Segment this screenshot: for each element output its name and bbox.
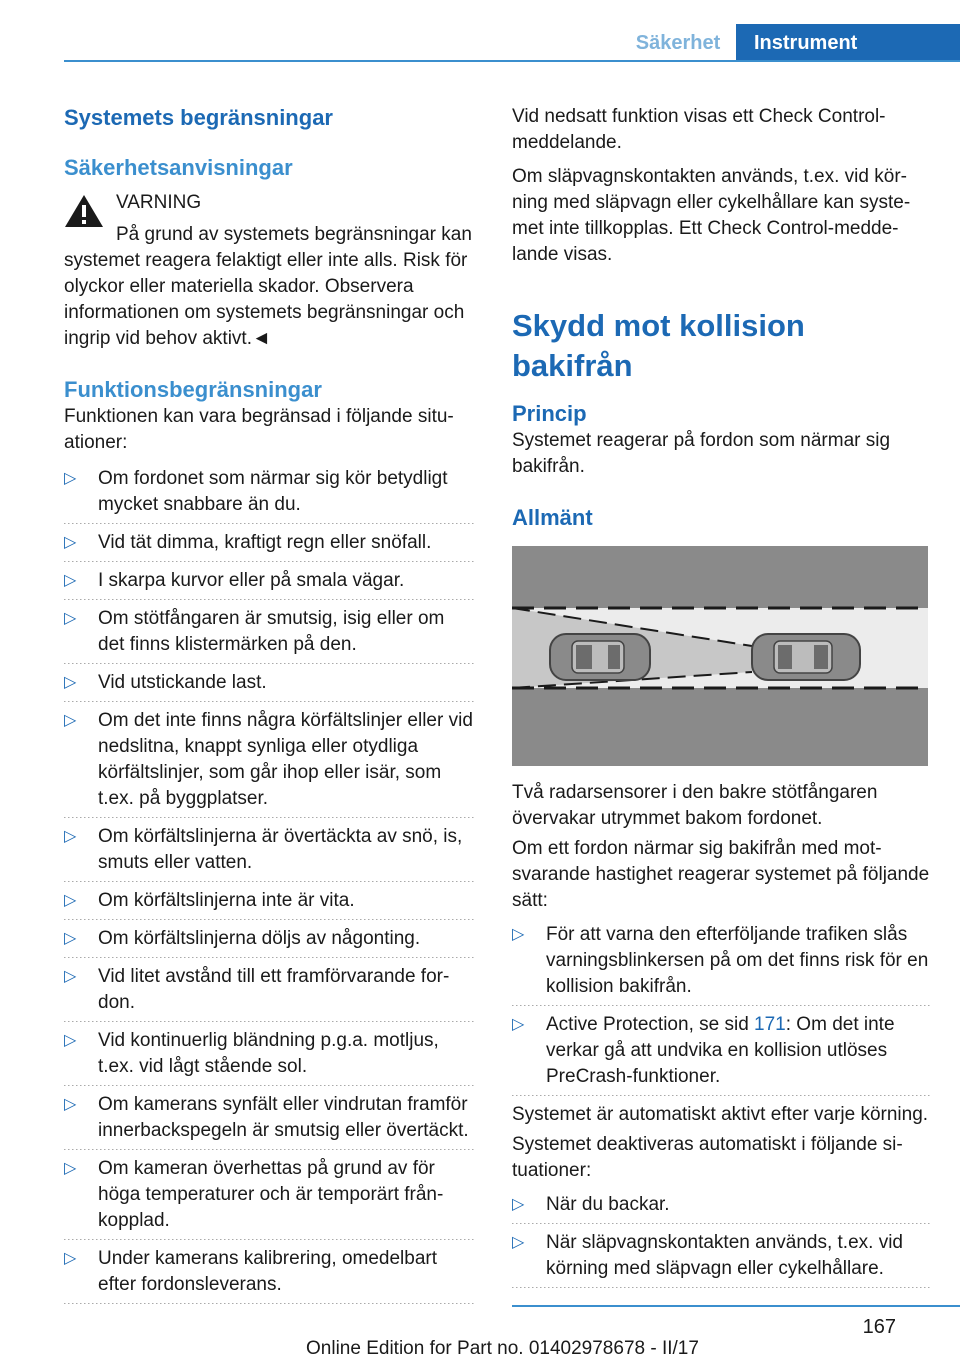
subsection-heading: Funktionsbegränsningar	[64, 377, 322, 402]
paragraph: Vid nedsatt funktion visas ett Check Control-meddelande.	[512, 106, 886, 153]
list-item-text: Active Protection, se sid	[546, 1014, 755, 1035]
triangle-bullet-icon: ▷	[64, 828, 77, 845]
triangle-bullet-icon: ▷	[64, 534, 77, 551]
list-item-text: Vid litet avstånd till ett framförvarande fordon.	[98, 966, 450, 1013]
page-number: 167	[862, 1316, 896, 1338]
limitations-list	[64, 466, 474, 1298]
list-item-text: Vid tät dimma, kraftigt regn eller snöfall.	[98, 532, 432, 553]
list-item-text: Vid kontinuerlig bländning p.g.a. motljus, t.ex. vid lågt stående sol.	[98, 1030, 439, 1077]
list-item-text: Vid utstickande last.	[98, 672, 267, 693]
triangle-bullet-icon: ▷	[512, 1196, 525, 1213]
triangle-bullet-icon: ▷	[64, 572, 77, 589]
reaction-list	[512, 922, 932, 1090]
subsection-heading: Säkerhetsanvisningar	[64, 155, 293, 180]
list-item	[64, 568, 474, 594]
list-item-text: Om det inte finns några körfältslinjer eller vid nedslitna, knappt synliga eller otydliga körfältslinjer, som går ihop eller isär, som t.ex. på byggplatser.	[98, 710, 473, 809]
triangle-bullet-icon: ▷	[64, 610, 77, 627]
triangle-bullet-icon: ▷	[64, 892, 77, 909]
subsection-heading: Allmänt	[512, 505, 593, 530]
triangle-bullet-icon: ▷	[64, 1250, 77, 1267]
list-item	[64, 1246, 474, 1298]
paragraph: Om ett fordon närmar sig bakifrån med motsvarande hastighet reagerar systemet på följande sätt:	[512, 838, 930, 911]
list-item	[64, 1028, 474, 1080]
paragraph: Två radarsensorer i den bakre stötfångaren övervakar utrymmet bakom fordonet.	[512, 782, 878, 829]
chapter-heading: Skydd mot kollision bakifrån	[512, 308, 805, 383]
list-item	[64, 466, 474, 518]
list-item-text: Om kamerans synfält eller vindrutan framför innerbackspegeln är smutsig eller övertäckt.	[98, 1094, 469, 1141]
list-item	[64, 670, 474, 696]
triangle-bullet-icon: ▷	[512, 1016, 525, 1033]
list-item	[64, 888, 474, 914]
page-link[interactable]: 171	[754, 1014, 786, 1035]
list-item-text: När du backar.	[546, 1194, 670, 1215]
triangle-bullet-icon: ▷	[512, 1234, 525, 1251]
list-item	[64, 824, 474, 876]
paragraph: Om släpvagnskontakten används, t.ex. vid körning med släpvagn eller cykelhållare kan systemet inte tillkopplas. Ett Check Control-meddelande visas.	[512, 166, 911, 265]
list-item	[64, 530, 474, 556]
list-item	[512, 1192, 932, 1218]
list-item-text: Om körfältslinjerna är övertäckta av snö, is, smuts eller vatten.	[98, 826, 463, 873]
list-item	[64, 708, 474, 812]
list-item-text: I skarpa kurvor eller på smala vägar.	[98, 570, 405, 591]
triangle-bullet-icon: ▷	[64, 968, 77, 985]
header-rule	[64, 60, 960, 62]
warning-triangle-icon	[64, 194, 104, 228]
triangle-bullet-icon: ▷	[64, 674, 77, 691]
tab-sakerhet[interactable]: Säkerhet	[635, 32, 721, 54]
triangle-bullet-icon: ▷	[64, 930, 77, 947]
warning-block	[64, 190, 474, 216]
triangle-bullet-icon: ▷	[64, 1160, 77, 1177]
edition-note: Online Edition for Part no. 01402978678 - II/17	[306, 1338, 699, 1359]
rear-collision-illustration	[512, 546, 928, 766]
road-illustration	[512, 546, 928, 766]
deactivation-list	[512, 1192, 932, 1282]
list-item-text: Om körfältslinjerna döljs av någonting.	[98, 928, 421, 949]
triangle-bullet-icon: ▷	[64, 1096, 77, 1113]
warning-text: På grund av systemets begränsningar kan systemet reagera felaktigt eller inte alls. Risk för olyckor eller materiella skador. Observera informationen om systemets begränsningar och ingrip vid behov aktivt.◄	[64, 224, 472, 349]
list-item	[64, 606, 474, 658]
list-item	[64, 1156, 474, 1234]
footer-rule	[512, 1305, 960, 1307]
triangle-bullet-icon: ▷	[64, 1032, 77, 1049]
list-item-text: Under kamerans kalibrering, omedelbart efter fordonsleverans.	[98, 1248, 437, 1295]
list-item	[512, 922, 932, 1000]
tab-instrument[interactable]: Instrument	[736, 24, 960, 62]
list-item-text: Om fordonet som närmar sig kör betydligt mycket snabbare än du.	[98, 468, 448, 515]
paragraph: Systemet reagerar på fordon som närmar sig bakifrån.	[512, 430, 891, 477]
list-item	[512, 1230, 932, 1282]
rear-car-icon	[550, 634, 650, 680]
list-item-text: Om kameran överhettas på grund av för höga temperaturer och är temporärt frånkopplad.	[98, 1158, 444, 1231]
list-item-text: : Om det inte verkar gå att undvika en kollision utlöses PreCrash-funktioner.	[546, 1014, 895, 1087]
list-item-text: Om körfältslinjerna inte är vita.	[98, 890, 355, 911]
paragraph: Systemet är automatiskt aktivt efter varje körning.	[512, 1104, 929, 1125]
left-column	[64, 100, 474, 1310]
section-heading: Systemets begränsningar	[64, 105, 333, 130]
list-item	[64, 964, 474, 1016]
paragraph: Systemet deaktiveras automatiskt i följande situationer:	[512, 1134, 903, 1181]
triangle-bullet-icon: ▷	[64, 470, 77, 487]
triangle-bullet-icon: ▷	[512, 926, 525, 943]
front-car-icon	[752, 634, 860, 680]
triangle-bullet-icon: ▷	[64, 712, 77, 729]
warning-title: VARNING	[116, 192, 202, 213]
list-item-text: När släpvagnskontakten används, t.ex. vid körning med släpvagn eller cykelhållare.	[546, 1232, 903, 1279]
intro-text: Funktionen kan vara begränsad i följande situationer:	[64, 406, 454, 453]
list-item	[64, 926, 474, 952]
list-item	[64, 1092, 474, 1144]
list-item-text: För att varna den efterföljande trafiken slås varningsblinkersen på om det finns risk för en kollision bakifrån.	[546, 924, 929, 997]
right-column	[512, 100, 932, 1294]
list-item	[512, 1012, 932, 1090]
list-item-text: Om stötfångaren är smutsig, isig eller om det finns klistermärken på den.	[98, 608, 445, 655]
subsection-heading: Princip	[512, 401, 587, 426]
